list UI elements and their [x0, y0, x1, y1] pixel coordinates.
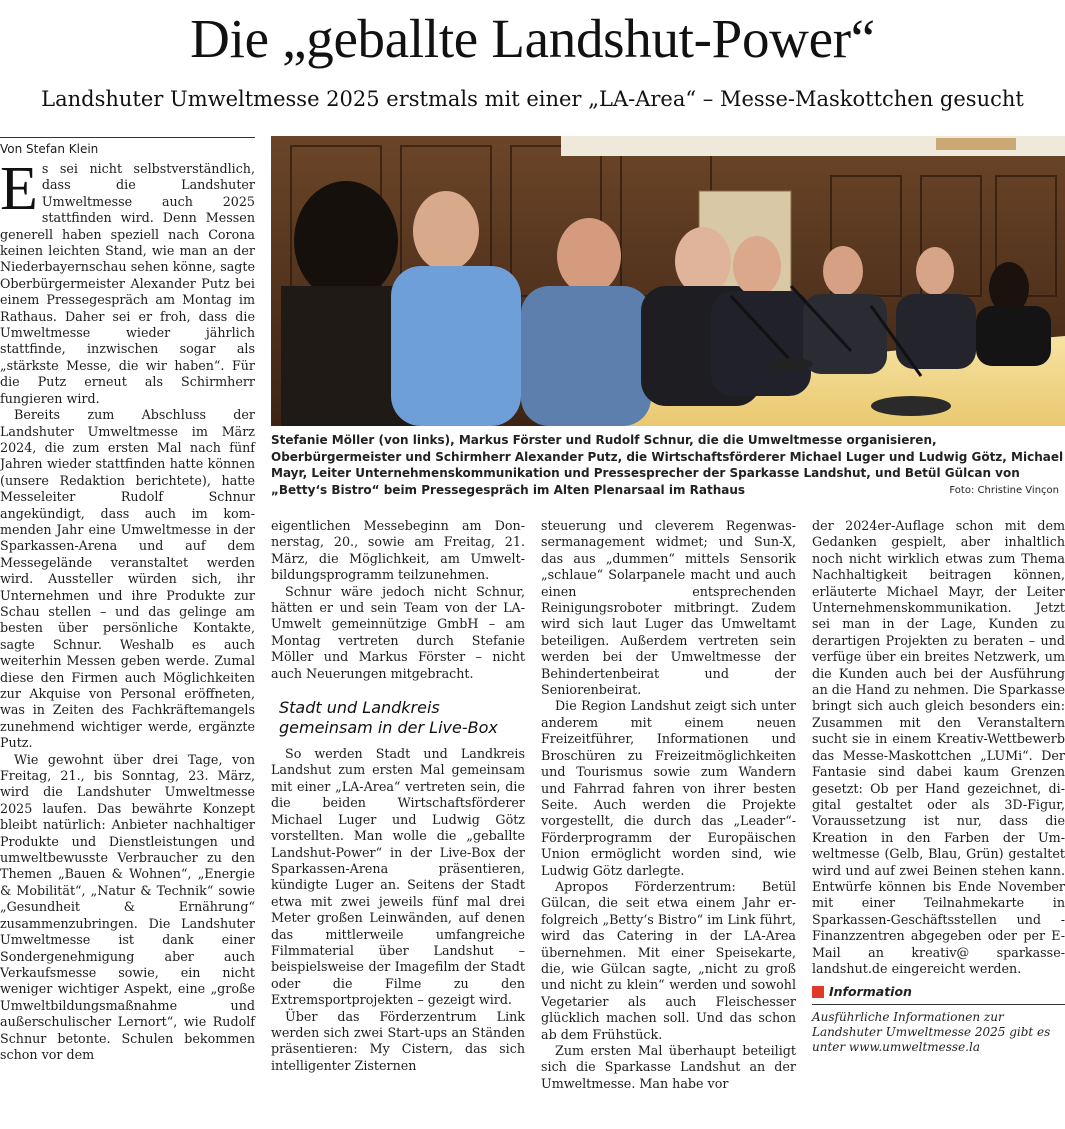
press-conference-illustration — [271, 136, 1065, 426]
info-box — [812, 983, 1065, 1055]
paragraph: Über das Förderzentrum Link werden sich zwei Start-ups an Ständen präsentieren: My Cistern, das sich intelligenter Zisternen — [271, 1008, 525, 1073]
info-heading-label: Information — [829, 984, 912, 1000]
info-square-icon — [812, 986, 824, 998]
article-column-3 — [541, 518, 796, 1092]
article-column-1 — [0, 137, 255, 1063]
drop-cap: E — [0, 155, 38, 223]
author-byline: Von Stefan Klein — [0, 142, 99, 156]
paragraph: Die Region Landshut zeigt sich unter anderem mit einem neuen Freizeitführer, Informationen und Broschüren zu Freizeitmöglichkeiten und Tourismus sowie zum Wandern und Fahrrad fahren von ihrer besten Seite. Auch werden die Projekte vorgestellt, die durch das „Leader“-Förderprogramm der Europäischen Union ermöglicht worden sind, wie Ludwig Götz darlegte. — [541, 698, 796, 878]
paragraph: Bereits zum Abschluss der Landshuter Umweltmesse im März 2024, die zum ersten Mal nach fünf Jahren wieder stattfinden hatte können (unsere Redaktion berichtete), hatte Messeleiter Rudolf Schnur angekündigt, dass auch im kommenden Jahr eine Umweltmesse in der Sparkassen-Arena und auf dem Messegelände veranstaltet werden wird. Aussteller würden sich, ihr Unternehmen und ihre Produkte zur Schau stellen – und das gelinge am besten über persönliche Kontakte, sagte Schnur. Weshalb es auch weiterhin Messen geben werde. Zumal diese den Firmen auch Möglichkeiten zur Akquise von Personal eröffneten, was in Zeiten des Fachkräftemangels zunehmend wichtiger werde, ergänzte Putz. — [0, 407, 255, 751]
paragraph: eigentlichen Messebeginn am Donnerstag, 20., sowie am Freitag, 21. März, die Möglichkeit, am Umweltbildungsprogramm teilzunehmen. — [271, 518, 525, 583]
headline: Die „geballte Landshut-Power“ — [190, 8, 875, 69]
info-heading — [812, 983, 1065, 1001]
paragraph: steuerung und cleverem Regenwassermanagement widmet; und Sun-X, das aus „dummen“ mittels Sensorik „schlaue“ Solarpanele macht und auch einen entsprechenden Reinigungsroboter mitbringt. Zudem wird sich laut Luger das Umweltamt beteiligen. Außerdem vertreten sein werden bei der Umweltmesse der Behindertenbeirat und der Seniorenbeirat. — [541, 518, 796, 698]
paragraph-intro-text: s sei nicht selbstverständlich, dass die Landshuter Umweltmesse auch 2025 stattfinden wird. Denn Messen generell haben speziell nach Corona keinen leichten Stand, wie man an der Niederbayernschau sehen könne, sagte Oberbürgermeister Alexander Putz bei einem Pressegespräch am Montag im Rathaus. Daher sei er froh, dass die Umweltmesse wieder jährlich stattfinde, inzwischen sogar als „stärkste Messe, die wir haben“. Für die Putz erneut als Schirmherr fungieren wird. — [0, 161, 255, 406]
article-column-4 — [812, 518, 1065, 1055]
paragraph: Wie gewohnt über drei Tage, von Freitag, 21., bis Sonntag, 23. März, wird die Landshuter Umweltmesse 2025 laufen. Das bewährte Konzept bleibt natürlich: Anbieter nachhaltiger Produkte und Dienstleistungen und umweltbewusste Verbraucher zu den Themen „Bauen & Wohnen“, „Energie & Mobilität“, „Natur & Technik“ sowie „Gesundheit & Ernährung“ zusammenzubringen. Die Landshuter Umweltmesse ist dank einer Sondergenehmigung aber auch Verkaufsmesse sowie, ein nicht weniger wichtiger Aspekt, eine „große Umweltbildungsmaßnahme und außerschulischer Lernort“, wie Rudolf Schnur betonte. Schulen bekommen schon vor dem — [0, 751, 255, 1062]
paragraph: der 2024er-Auflage schon mit dem Gedanken gespielt, aber inhaltlich noch nicht wirklich etwas zum Thema Nachhaltigkeit beitragen können, erläuterte Michael Mayr, der Leiter Unternehmenskommunikation. Jetzt sei man in der Lage, Kunden zu derartigen Projekten zu beraten – und verfüge über ein breites Netzwerk, um die Kunden auch bei der Ausführung an die Hand zu nehmen. Die Sparkasse bringt sich auch gleich besonders ein: Zusammen mit den Veranstaltern sucht sie in einem Kreativ-Wettbewerb das Messe-Maskottchen „LUMi“. Der Fantasie sind dabei kaum Grenzen gesetzt: Ob per Hand gezeichnet, digital gestaltet oder als 3D-Figur, Voraussetzung ist nur, dass die Kreation in den Farben der Umweltmesse (Gelb, Blau, Grün) gestaltet wird und auf zwei Beinen stehen kann. Entwürfe können bis Ende November mit einer Teilnahmekarte in Sparkassen-Geschäftsstellen und -Finanzzentren abgegeben oder per E-Mail an kreativ@ sparkasse-landshut.de eingereicht werden. — [812, 518, 1065, 976]
article-column-2 — [271, 518, 525, 1074]
paragraph: Apropos Förderzentrum: Betül Gülcan, die seit etwa einem Jahr erfolgreich „Betty‘s Bistro“ im Link führt, wird das Catering in der LA-Area übernehmen. Mit einer Speisekarte, die, wie Gülcan sagte, „nicht zu groß und nicht zu klein“ werden und sowohl Vegetarier als auch Fleischesser glücklich machen soll. Und das schon ab dem Frühstück. — [541, 878, 796, 1042]
press-photo — [271, 136, 1065, 426]
photo-credit: Foto: Christine Vinçon — [949, 485, 1059, 496]
paragraph: Zum ersten Mal überhaupt beteiligt sich die Sparkasse Landshut an der Umweltmesse. Man habe vor — [541, 1043, 796, 1091]
subheadline: Landshuter Umweltmesse 2025 erstmals mit einer „LA-Area“ – Messe-Maskottchen gesucht — [41, 87, 1024, 111]
info-divider — [812, 1004, 1065, 1005]
paragraph: Schnur wäre jedoch nicht Schnur, hätten er und sein Team von der LA-Umwelt gemeinnützige GmbH – am Montag vertreten durch Stefanie Möller und Markus Förster – nicht auch Neuerungen mitgebracht. — [271, 583, 525, 681]
section-subheading: Stadt und Landkreis gemeinsam in der Live-Box — [279, 698, 498, 738]
paragraph-intro — [0, 155, 255, 407]
photo-caption: Stefanie Möller (von links), Markus Förster und Rudolf Schnur, die die Umweltmesse organisieren, Oberbürgermeister und Schirmherr Alexander Putz, die Wirtschaftsförderer Michael Luger und Ludwig Götz, Michael Mayr, Leiter Unternehmenskommunikation und Pressesprecher der Sparkasse Landshut, und Betül Gülcan von „Betty‘s Bistro“ beim Pressegespräch im Alten Plenarsaal im Rathaus — [271, 433, 1064, 497]
paragraph: So werden Stadt und Landkreis Landshut zum ersten Mal gemeinsam mit einer „LA-Area“ vertreten sein, die die beiden Wirtschaftsförderer Michael Luger und Ludwig Götz vorstellten. Man wolle die „geballte Landshut-Power“ in der Live-Box der Sparkassen-Arena präsentieren, kündigte Luger an. Seitens der Stadt etwa mit zwei jeweils fünf mal drei Meter großen Leinwänden, auf denen das mittlerweile umfangreiche Filmmaterial über Landshut – beispielsweise der Imagefilm der Stadt oder die Filme zu den Extremsportprojekten – gezeigt wird. — [271, 746, 525, 1008]
author-rule — [0, 137, 255, 138]
info-text: Ausführliche Informationen zur Landshuter Umweltmesse 2025 gibt es unter www.umweltmesse.la — [812, 1010, 1051, 1055]
